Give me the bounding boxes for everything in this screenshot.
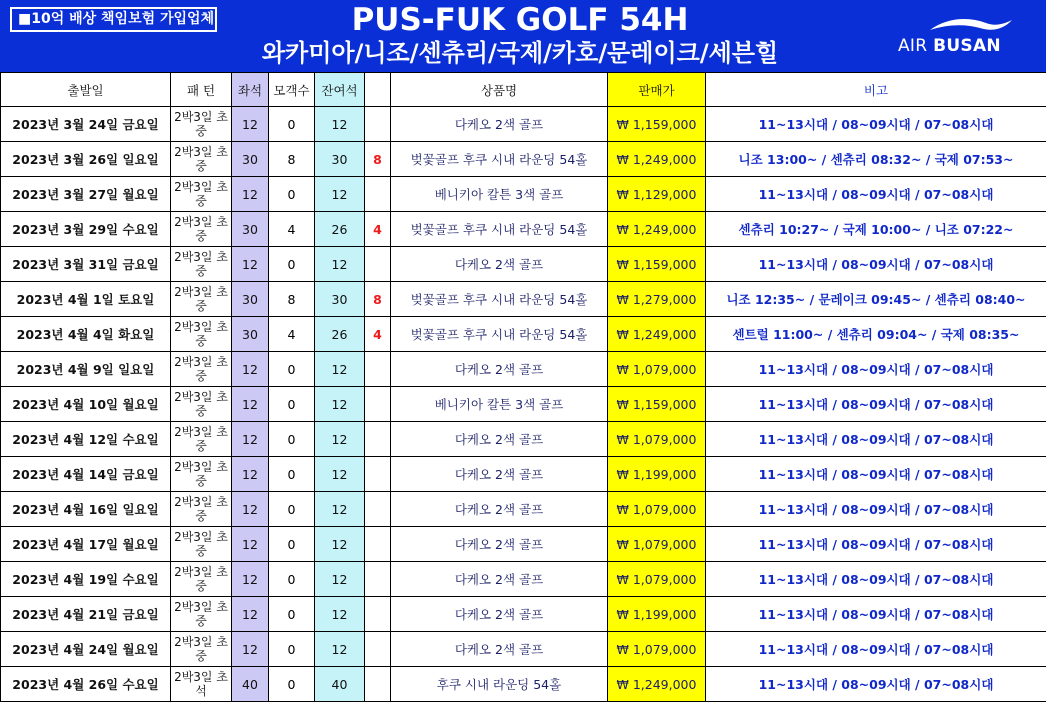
cell-note: 11~13시대 / 08~09시대 / 07~08시대 bbox=[706, 387, 1046, 422]
cell-seats: 40 bbox=[232, 667, 269, 702]
cell-price: ₩ 1,249,000 bbox=[608, 212, 706, 247]
cell-date: 2023년 4월 26일 수요일 bbox=[1, 667, 171, 702]
cell-mark bbox=[365, 107, 391, 142]
col-header-date: 출발일 bbox=[1, 73, 171, 107]
cell-mark bbox=[365, 527, 391, 562]
cell-remaining: 12 bbox=[315, 597, 365, 632]
cell-date: 2023년 3월 29일 수요일 bbox=[1, 212, 171, 247]
cell-date: 2023년 4월 19일 수요일 bbox=[1, 562, 171, 597]
cell-note: 11~13시대 / 08~09시대 / 07~08시대 bbox=[706, 107, 1046, 142]
cell-booked: 0 bbox=[269, 667, 315, 702]
cell-pattern: 2박3일 초중 bbox=[171, 212, 232, 247]
cell-booked: 4 bbox=[269, 212, 315, 247]
cell-seats: 12 bbox=[232, 387, 269, 422]
cell-pattern: 2박3일 초중 bbox=[171, 107, 232, 142]
cell-remaining: 30 bbox=[315, 282, 365, 317]
cell-pattern: 2박3일 초석 bbox=[171, 667, 232, 702]
table-row bbox=[1, 387, 1046, 422]
cell-product: 다케오 2색 골프 bbox=[391, 632, 608, 667]
cell-price: ₩ 1,079,000 bbox=[608, 562, 706, 597]
cell-mark bbox=[365, 562, 391, 597]
cell-booked: 0 bbox=[269, 352, 315, 387]
cell-note: 11~13시대 / 08~09시대 / 07~08시대 bbox=[706, 527, 1046, 562]
table-row bbox=[1, 282, 1046, 317]
table-body bbox=[1, 107, 1046, 702]
cell-booked: 0 bbox=[269, 562, 315, 597]
table-row bbox=[1, 247, 1046, 282]
cell-pattern: 2박3일 초중 bbox=[171, 527, 232, 562]
table-row bbox=[1, 632, 1046, 667]
cell-date: 2023년 4월 21일 금요일 bbox=[1, 597, 171, 632]
cell-seats: 12 bbox=[232, 177, 269, 212]
cell-booked: 0 bbox=[269, 107, 315, 142]
cell-date: 2023년 4월 9일 일요일 bbox=[1, 352, 171, 387]
cell-remaining: 12 bbox=[315, 527, 365, 562]
cell-remaining: 12 bbox=[315, 632, 365, 667]
cell-date: 2023년 3월 31일 금요일 bbox=[1, 247, 171, 282]
cell-price: ₩ 1,199,000 bbox=[608, 597, 706, 632]
cell-product: 베니키아 칼튼 3색 골프 bbox=[391, 177, 608, 212]
cell-price: ₩ 1,159,000 bbox=[608, 247, 706, 282]
cell-booked: 0 bbox=[269, 387, 315, 422]
table-row bbox=[1, 352, 1046, 387]
cell-product: 다케오 2색 골프 bbox=[391, 527, 608, 562]
cell-note: 11~13시대 / 08~09시대 / 07~08시대 bbox=[706, 422, 1046, 457]
cell-product: 다케오 2색 골프 bbox=[391, 247, 608, 282]
cell-date: 2023년 4월 1일 토요일 bbox=[1, 282, 171, 317]
cell-note: 센트럴 11:00~ / 센츄리 09:04~ / 국제 08:35~ bbox=[706, 317, 1046, 352]
col-header-price: 판매가 bbox=[608, 73, 706, 107]
cell-price: ₩ 1,249,000 bbox=[608, 142, 706, 177]
table-row bbox=[1, 107, 1046, 142]
cell-seats: 12 bbox=[232, 457, 269, 492]
cell-price: ₩ 1,159,000 bbox=[608, 107, 706, 142]
cell-remaining: 12 bbox=[315, 562, 365, 597]
cell-note: 11~13시대 / 08~09시대 / 07~08시대 bbox=[706, 492, 1046, 527]
cell-price: ₩ 1,249,000 bbox=[608, 317, 706, 352]
cell-booked: 0 bbox=[269, 247, 315, 282]
cell-date: 2023년 4월 16일 일요일 bbox=[1, 492, 171, 527]
bird-icon bbox=[928, 16, 1014, 38]
col-header-product: 상품명 bbox=[391, 73, 608, 107]
page-header bbox=[0, 0, 1046, 72]
table-row bbox=[1, 177, 1046, 212]
schedule-table bbox=[0, 72, 1046, 702]
cell-mark: 4 bbox=[365, 317, 391, 352]
col-header-booked: 모객수 bbox=[269, 73, 315, 107]
cell-date: 2023년 4월 17일 월요일 bbox=[1, 527, 171, 562]
cell-seats: 30 bbox=[232, 317, 269, 352]
table-row bbox=[1, 527, 1046, 562]
cell-mark bbox=[365, 632, 391, 667]
cell-pattern: 2박3일 초중 bbox=[171, 352, 232, 387]
cell-price: ₩ 1,279,000 bbox=[608, 282, 706, 317]
logo-text: AIR BUSAN bbox=[898, 36, 1001, 56]
cell-booked: 0 bbox=[269, 527, 315, 562]
cell-price: ₩ 1,079,000 bbox=[608, 492, 706, 527]
cell-seats: 12 bbox=[232, 247, 269, 282]
cell-remaining: 40 bbox=[315, 667, 365, 702]
cell-pattern: 2박3일 초중 bbox=[171, 457, 232, 492]
cell-seats: 12 bbox=[232, 492, 269, 527]
cell-product: 벚꽃골프 후쿠 시내 라운딩 54홀 bbox=[391, 142, 608, 177]
cell-note: 11~13시대 / 08~09시대 / 07~08시대 bbox=[706, 177, 1046, 212]
cell-remaining: 26 bbox=[315, 212, 365, 247]
cell-product: 베니키아 칼튼 3색 골프 bbox=[391, 387, 608, 422]
cell-mark bbox=[365, 492, 391, 527]
cell-pattern: 2박3일 초중 bbox=[171, 632, 232, 667]
cell-note: 11~13시대 / 08~09시대 / 07~08시대 bbox=[706, 562, 1046, 597]
cell-date: 2023년 4월 10일 월요일 bbox=[1, 387, 171, 422]
cell-remaining: 12 bbox=[315, 492, 365, 527]
cell-seats: 12 bbox=[232, 597, 269, 632]
cell-pattern: 2박3일 초중 bbox=[171, 142, 232, 177]
cell-mark bbox=[365, 597, 391, 632]
cell-note: 니조 12:35~ / 문레이크 09:45~ / 센츄리 08:40~ bbox=[706, 282, 1046, 317]
cell-mark bbox=[365, 457, 391, 492]
cell-price: ₩ 1,249,000 bbox=[608, 667, 706, 702]
table-header-row bbox=[1, 73, 1046, 107]
col-header-seats: 좌석 bbox=[232, 73, 269, 107]
cell-date: 2023년 4월 12일 수요일 bbox=[1, 422, 171, 457]
cell-pattern: 2박3일 초중 bbox=[171, 282, 232, 317]
cell-booked: 0 bbox=[269, 457, 315, 492]
cell-remaining: 30 bbox=[315, 142, 365, 177]
cell-remaining: 12 bbox=[315, 387, 365, 422]
cell-mark bbox=[365, 177, 391, 212]
cell-remaining: 12 bbox=[315, 107, 365, 142]
cell-booked: 8 bbox=[269, 142, 315, 177]
cell-pattern: 2박3일 초중 bbox=[171, 422, 232, 457]
col-header-pattern: 패 턴 bbox=[171, 73, 232, 107]
cell-booked: 0 bbox=[269, 632, 315, 667]
air-busan-logo bbox=[898, 16, 1022, 62]
cell-product: 벚꽃골프 후쿠 시내 라운딩 54홀 bbox=[391, 212, 608, 247]
cell-pattern: 2박3일 초중 bbox=[171, 317, 232, 352]
cell-seats: 12 bbox=[232, 562, 269, 597]
cell-date: 2023년 3월 27일 월요일 bbox=[1, 177, 171, 212]
cell-booked: 0 bbox=[269, 422, 315, 457]
cell-mark: 8 bbox=[365, 142, 391, 177]
cell-product: 벚꽃골프 후쿠 시내 라운딩 54홀 bbox=[391, 282, 608, 317]
cell-date: 2023년 4월 4일 화요일 bbox=[1, 317, 171, 352]
cell-booked: 0 bbox=[269, 177, 315, 212]
cell-note: 11~13시대 / 08~09시대 / 07~08시대 bbox=[706, 667, 1046, 702]
cell-date: 2023년 4월 24일 월요일 bbox=[1, 632, 171, 667]
cell-remaining: 12 bbox=[315, 457, 365, 492]
cell-mark bbox=[365, 352, 391, 387]
cell-product: 벚꽃골프 후쿠 시내 라운딩 54홀 bbox=[391, 317, 608, 352]
table-row bbox=[1, 142, 1046, 177]
cell-note: 11~13시대 / 08~09시대 / 07~08시대 bbox=[706, 457, 1046, 492]
cell-booked: 4 bbox=[269, 317, 315, 352]
page-subtitle: 와카미아/니조/센츄리/국제/카호/문레이크/세븐힐 bbox=[261, 39, 779, 67]
cell-seats: 30 bbox=[232, 212, 269, 247]
table-row bbox=[1, 422, 1046, 457]
cell-product: 다케오 2색 골프 bbox=[391, 492, 608, 527]
cell-mark: 8 bbox=[365, 282, 391, 317]
table-row bbox=[1, 492, 1046, 527]
table-row bbox=[1, 317, 1046, 352]
cell-note: 니조 13:00~ / 센츄리 08:32~ / 국제 07:53~ bbox=[706, 142, 1046, 177]
cell-booked: 0 bbox=[269, 492, 315, 527]
cell-product: 다케오 2색 골프 bbox=[391, 562, 608, 597]
cell-date: 2023년 3월 26일 일요일 bbox=[1, 142, 171, 177]
cell-note: 11~13시대 / 08~09시대 / 07~08시대 bbox=[706, 247, 1046, 282]
cell-pattern: 2박3일 초중 bbox=[171, 597, 232, 632]
cell-seats: 12 bbox=[232, 632, 269, 667]
cell-pattern: 2박3일 초중 bbox=[171, 492, 232, 527]
cell-mark bbox=[365, 667, 391, 702]
page-title: PUS-FUK GOLF 54H bbox=[351, 2, 689, 38]
cell-note: 11~13시대 / 08~09시대 / 07~08시대 bbox=[706, 597, 1046, 632]
cell-booked: 8 bbox=[269, 282, 315, 317]
cell-product: 후쿠 시내 라운딩 54홀 bbox=[391, 667, 608, 702]
cell-date: 2023년 3월 24일 금요일 bbox=[1, 107, 171, 142]
cell-mark bbox=[365, 387, 391, 422]
cell-seats: 30 bbox=[232, 142, 269, 177]
cell-date: 2023년 4월 14일 금요일 bbox=[1, 457, 171, 492]
table-row bbox=[1, 667, 1046, 702]
cell-price: ₩ 1,079,000 bbox=[608, 527, 706, 562]
cell-price: ₩ 1,199,000 bbox=[608, 457, 706, 492]
insurance-badge: ■10억 배상 책임보험 가입업체 bbox=[10, 7, 217, 32]
table-row bbox=[1, 562, 1046, 597]
cell-remaining: 12 bbox=[315, 247, 365, 282]
table-row bbox=[1, 212, 1046, 247]
col-header-remaining: 잔여석 bbox=[315, 73, 365, 107]
cell-booked: 0 bbox=[269, 597, 315, 632]
cell-product: 다케오 2색 골프 bbox=[391, 457, 608, 492]
cell-seats: 12 bbox=[232, 352, 269, 387]
cell-remaining: 12 bbox=[315, 422, 365, 457]
cell-pattern: 2박3일 초중 bbox=[171, 247, 232, 282]
cell-seats: 12 bbox=[232, 107, 269, 142]
col-header-mark bbox=[365, 73, 391, 107]
table-row bbox=[1, 457, 1046, 492]
cell-product: 다케오 2색 골프 bbox=[391, 107, 608, 142]
cell-pattern: 2박3일 초중 bbox=[171, 387, 232, 422]
cell-price: ₩ 1,159,000 bbox=[608, 387, 706, 422]
cell-product: 다케오 2색 골프 bbox=[391, 352, 608, 387]
cell-product: 다케오 2색 골프 bbox=[391, 597, 608, 632]
cell-product: 다케오 2색 골프 bbox=[391, 422, 608, 457]
cell-note: 11~13시대 / 08~09시대 / 07~08시대 bbox=[706, 632, 1046, 667]
cell-mark bbox=[365, 422, 391, 457]
col-header-note: 비고 bbox=[706, 73, 1046, 107]
cell-note: 11~13시대 / 08~09시대 / 07~08시대 bbox=[706, 352, 1046, 387]
cell-seats: 30 bbox=[232, 282, 269, 317]
cell-mark bbox=[365, 247, 391, 282]
cell-note: 센츄리 10:27~ / 국제 10:00~ / 니조 07:22~ bbox=[706, 212, 1046, 247]
cell-remaining: 12 bbox=[315, 177, 365, 212]
table-row bbox=[1, 597, 1046, 632]
cell-price: ₩ 1,079,000 bbox=[608, 632, 706, 667]
cell-seats: 12 bbox=[232, 527, 269, 562]
cell-price: ₩ 1,079,000 bbox=[608, 422, 706, 457]
cell-remaining: 26 bbox=[315, 317, 365, 352]
cell-price: ₩ 1,129,000 bbox=[608, 177, 706, 212]
cell-remaining: 12 bbox=[315, 352, 365, 387]
cell-mark: 4 bbox=[365, 212, 391, 247]
cell-pattern: 2박3일 초중 bbox=[171, 562, 232, 597]
cell-pattern: 2박3일 초중 bbox=[171, 177, 232, 212]
cell-seats: 12 bbox=[232, 422, 269, 457]
cell-price: ₩ 1,079,000 bbox=[608, 352, 706, 387]
